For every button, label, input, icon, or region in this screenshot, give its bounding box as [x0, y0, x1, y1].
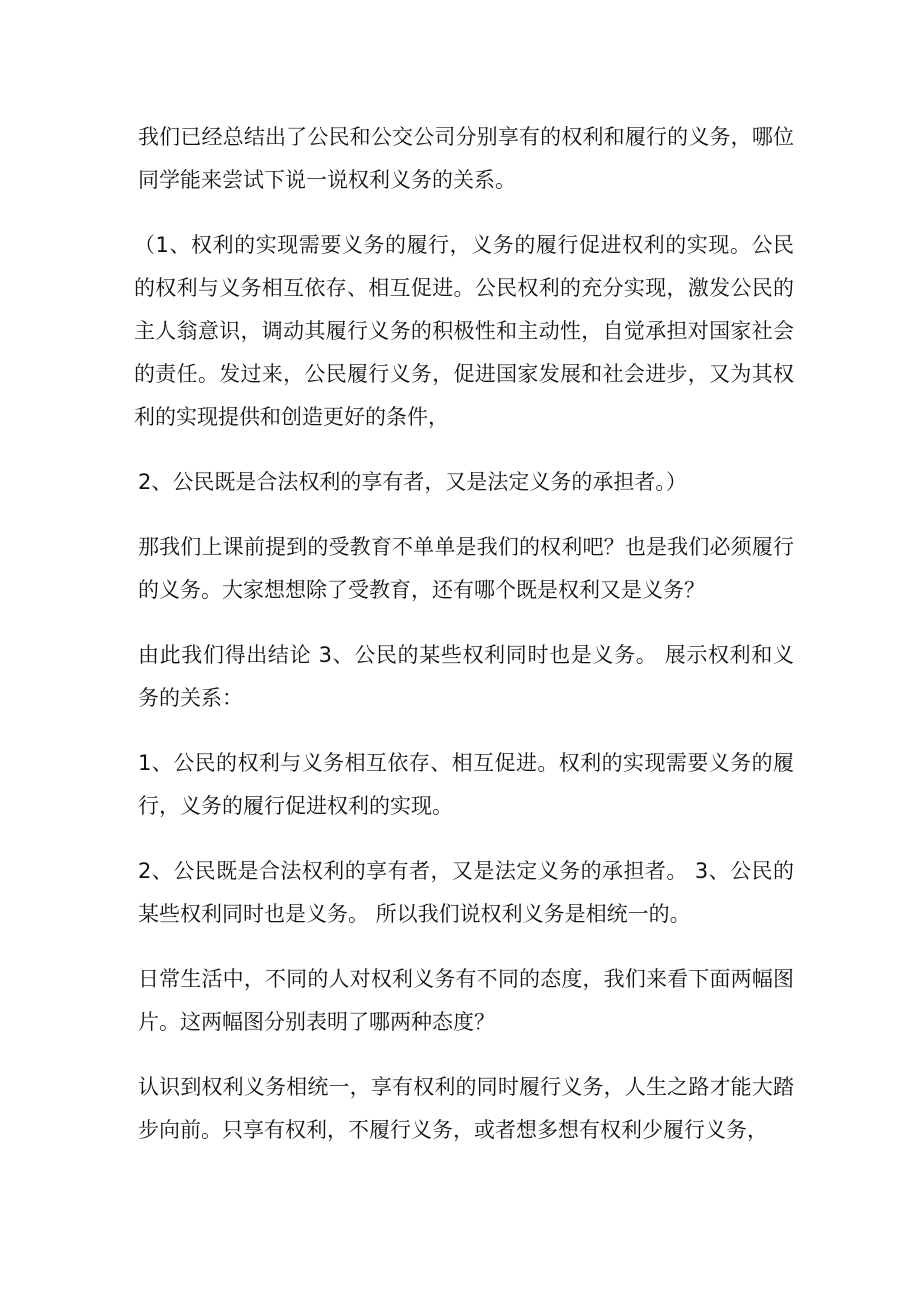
paragraph-2: （1、权利的实现需要义务的履行，义务的履行促进权利的实现。公民的权利与义务相互依存、相互促进。公民权利的充分实现，激发公民的主人翁意识，调动其履行义务的积极性和主动性，自觉承担对国家社会的责任。发过来，公民履行义务，促进国家发展和社会进步，又为其权利的实现提供和创造更好的条件，: [134, 233, 794, 429]
document-body: [134, 116, 794, 1174]
paragraph-6: 1、公民的权利与义务相互依存、相互促进。权利的实现需要义务的履行，义务的履行促进权利的实现。: [138, 751, 794, 818]
paragraph-9: 认识到权利义务相统一，享有权利的同时履行义务，人生之路才能大踏步向前。只享有权利，不履行义务，或者想多想有权利少履行义务，: [138, 1075, 794, 1142]
paragraph-5: 由此我们得出结论 3、公民的某些权利同时也是义务。 展示权利和义务的关系：: [138, 643, 794, 710]
paragraph-8: 日常生活中，不同的人对权利义务有不同的态度，我们来看下面两幅图片。这两幅图分别表明了哪两种态度？: [138, 967, 794, 1034]
paragraph-4: 那我们上课前提到的受教育不单单是我们的权利吧？也是我们必须履行的义务。大家想想除了受教育，还有哪个既是权利又是义务？: [138, 535, 794, 602]
paragraph-7: 2、公民既是合法权利的享有者，又是法定义务的承担者。 3、公民的某些权利同时也是义务。 所以我们说权利义务是相统一的。: [138, 859, 794, 926]
paragraph-3: 2、公民既是合法权利的享有者，又是法定义务的承担者。）: [138, 470, 687, 494]
paragraph-1: 我们已经总结出了公民和公交公司分别享有的权利和履行的义务，哪位同学能来尝试下说一说权利义务的关系。: [138, 125, 794, 192]
